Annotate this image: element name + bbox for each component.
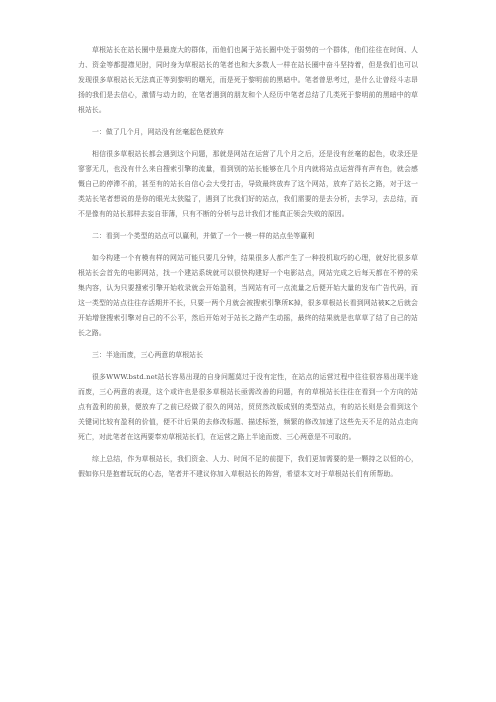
article-body [78, 43, 418, 489]
section-heading-3: 三：半途而废，三心两意的草根站长 [92, 351, 204, 359]
section-2-paragraph: 如今构建一个有模有样的网站可能只要几分钟，结果很多人都产生了一种投机取巧的心理，就好比很多草根站长会首先的电影网站，找一个建站系统就可以很快构建好一个电影站点，网站完成之后每天都在不停的采集内容，认为只要搜索引擎开始收录就会开始盈利，当网站有可一点流量之后便开始大量的发布广告代码，而这一类型的站点往往存活期并不长，只要一两个月就会被搜索引擎所K掉，很多草根站长看到网站被K之后就会开始增登搜索引擎对自己的不公平，然后开始对于站长之路产生动摇，最终的结果就是也草草了结了自己的站长之路。 [78, 254, 418, 337]
section-1-paragraph: 相信很多草根站长都会遇到这个问题，那就是网站在运营了几个月之后，还是没有丝毫的起色，收录还是寥寥无几，也没有什么来自搜索引擎的流量，看到别的站长能够在几个月内就将站点运营得有声有色，就会感慨自己的停滞不前，甚至有的站长自信心会大受打击，导致最终放弃了这个网站，放弃了站长之路，对于这一类站长笔者想说的是你的眼光太狭隘了，遇到了比我们好的站点，我们需要的是去分析，去学习，去总结，而不是像有的站长那样去妄自菲薄，只有不断的分析与总计我们才能真正领会失败的原因。 [78, 150, 418, 218]
conclusion-paragraph: 综上总结，作为草根站长，我们资金、人力、时间不足的前提下，我们更加需要的是一颗持之以恒的心，假如你只是抱着玩玩的心态，笔者并不建议你加入草根站长的阵营，希望本文对于草根站长们有所帮助。 [78, 455, 418, 478]
intro-paragraph: 草根站长在站长圈中是最庞大的群体，而他们也属于站长圈中处于弱势的一个群体，他们往往在时间、人力、资金等都提襟见肘，同时身为草根站长的笔者也和大多数人一样在站长圈中奋斗坚持着，但是我们也可以发现很多草根站长无法真正等到黎明的曙光，而是死于黎明前的黑暗中。笔者曾思考过，是什么让曾经斗志昂扬的我们是去信心，激情与动力的，在笔者遇到的朋友和个人经历中笔者总结了几类死于黎明前的黑暗中的草根站长。 [78, 46, 418, 114]
section-heading-1: 一：做了几个月，网站没有丝毫起色便放弃 [92, 128, 224, 136]
section-heading-2: 二：看到一个类型的站点可以赢利，并做了一个一模一样的站点坐等赢利 [92, 232, 315, 240]
section-3-paragraph: 很多WWW.bstd.net站长容易出现的自身问题莫过于没有定性，在站点的运营过程中往往很容易出现半途而废，三心两意的表现，这个或许也是很多草根站长亟需改善的问题，有的草根站长往往在看到一个方向的站点有盈利的前景，便放弃了之前已经做了很久的网站，贸贸然改版成别的类型站点，有的站长则是会看到这个关键词比较有盈利的价值，便不计后果的去修改标题、描述标签，频繁的修改加速了这些先天不足的站点走向死亡，对此笔者在这两要奉劝草根站长们，在运营之路上半途而废、三心两意是不可取的。 [78, 373, 418, 441]
